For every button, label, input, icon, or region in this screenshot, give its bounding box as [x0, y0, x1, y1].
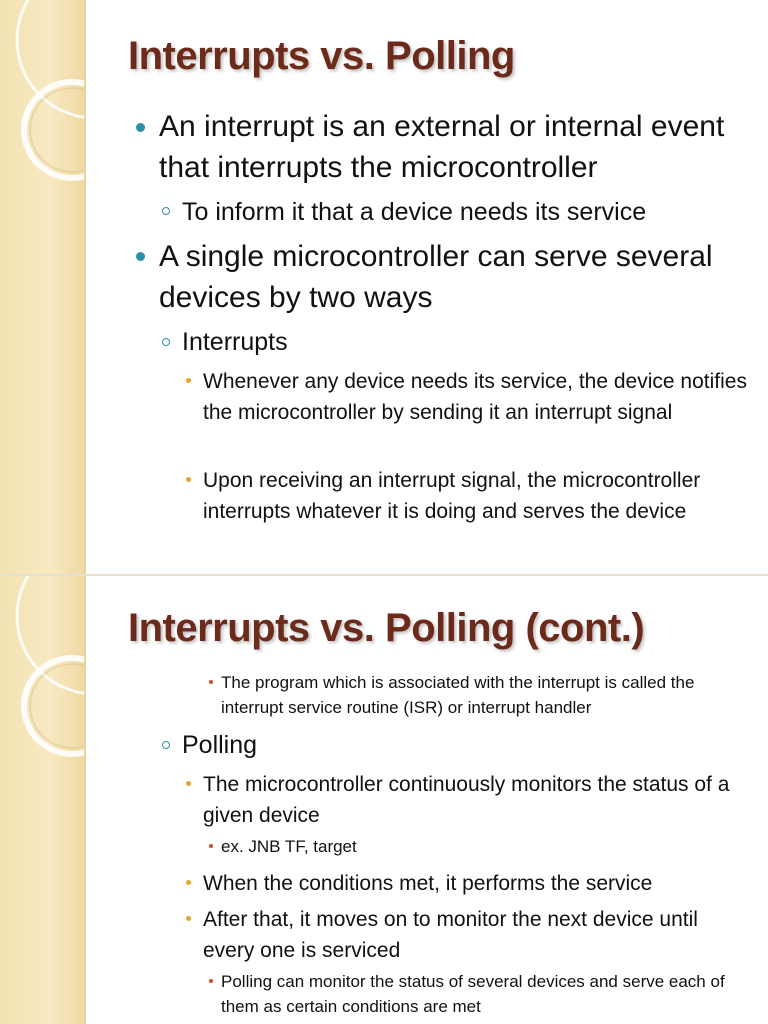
slide-2: [0, 576, 768, 1024]
decorative-sidebar: [0, 576, 86, 1024]
decorative-rings-icon: [0, 0, 84, 576]
bullet-text: An interrupt is an external or internal event that interrupts the microcontroller: [159, 110, 725, 184]
bullet-text: ex. JNB TF, target: [221, 837, 357, 856]
sub-sub-bullet-text: Upon receiving an interrupt signal, the microcontroller interrupts whatever it is doing and serves the device: [203, 469, 701, 523]
sub-sub-bullet-icon: [186, 378, 191, 383]
slide-title: Interrupts vs. Polling: [128, 34, 515, 78]
sub-bullet-text: Polling: [182, 731, 258, 759]
slide-title: Interrupts vs. Polling (cont.): [128, 606, 645, 650]
sub-sub-bullet-text: Whenever any device needs its service, the device notifies the microcontroller by sending it an interrupt signal: [203, 370, 747, 424]
bullet-text: Polling can monitor the status of several devices and serve each of them as certain conditions are met: [221, 972, 725, 1016]
bullet-icon: [209, 680, 213, 684]
decorative-sidebar: [0, 0, 86, 576]
sub-sub-bullet-text: When the conditions met, it performs the service: [203, 872, 653, 895]
sub-sub-bullet-text: The microcontroller continuously monitors the status of a given device: [203, 773, 730, 827]
bullet-icon: [209, 979, 213, 983]
sub-bullet-text: To inform it that a device needs its service: [182, 198, 647, 226]
sub-sub-bullet-icon: [186, 916, 191, 921]
sub-sub-bullet-icon: [186, 781, 191, 786]
sub-bullet-icon: [162, 338, 170, 346]
sub-sub-bullet-icon: [186, 880, 191, 885]
sub-bullet-icon: [162, 741, 170, 749]
decorative-rings-icon: [0, 576, 84, 1024]
sub-bullet-icon: [162, 207, 170, 215]
bullet-text: A single microcontroller can serve several devices by two ways: [159, 240, 713, 314]
bullet-icon: [136, 252, 145, 261]
sub-sub-bullet-icon: [186, 477, 191, 482]
bullet-icon: [136, 123, 145, 132]
bullet-icon: [209, 844, 213, 848]
bullet-text: The program which is associated with the interrupt is called the interrupt service routine (ISR) or interrupt handler: [221, 673, 695, 717]
sub-bullet-text: Interrupts: [182, 328, 288, 356]
sub-sub-bullet-text: After that, it moves on to monitor the next device until every one is serviced: [203, 908, 698, 962]
